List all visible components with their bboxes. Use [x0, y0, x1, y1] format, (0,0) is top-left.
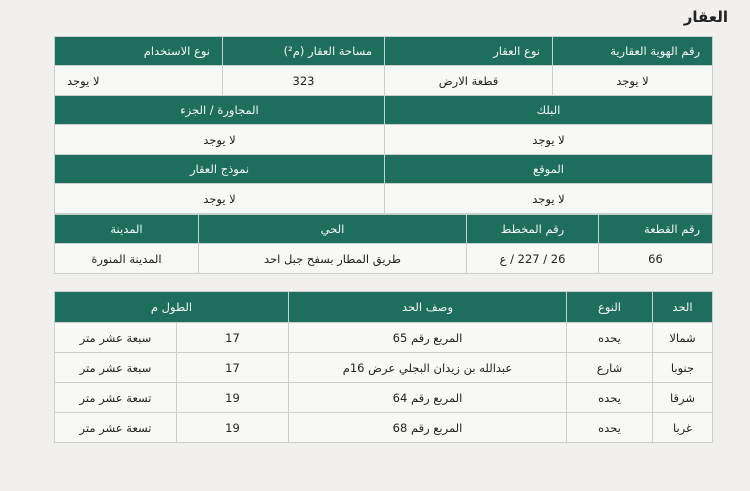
- boundary-length-number: 17: [177, 353, 289, 383]
- block-value: لا يوجد: [385, 125, 713, 155]
- col-header-plan-number: رقم المخطط: [467, 215, 599, 244]
- boundary-side: شرقا: [653, 383, 713, 413]
- boundaries-table: [54, 291, 713, 443]
- boundary-row: [55, 383, 713, 413]
- boundary-length-number: 17: [177, 323, 289, 353]
- property-type-value: قطعة الارض: [385, 66, 553, 96]
- col-header-property-type: نوع العقار: [385, 37, 553, 66]
- col-header-type: النوع: [567, 292, 653, 323]
- city-value: المدينة المنورة: [55, 244, 199, 274]
- property-id-value: لا يوجد: [553, 66, 713, 96]
- boundary-length-number: 19: [177, 383, 289, 413]
- district-value: طريق المطار بسفح جبل احد: [199, 244, 467, 274]
- col-header-neighborhood-part: المجاورة / الجزء: [55, 96, 385, 125]
- boundaries-header-row: [55, 292, 713, 323]
- boundary-row: [55, 323, 713, 353]
- boundary-length-text: سبعة عشر متر: [55, 353, 177, 383]
- plot-header-row: [55, 215, 713, 244]
- boundary-type: شارع: [567, 353, 653, 383]
- col-header-usage-type: نوع الاستخدام: [55, 37, 223, 66]
- boundary-row: [55, 353, 713, 383]
- col-header-location: الموقع: [385, 155, 713, 184]
- property-header-row: [55, 37, 713, 66]
- boundary-description: المربع رقم 65: [289, 323, 567, 353]
- boundary-length-number: 19: [177, 413, 289, 443]
- plot-value-row: [55, 244, 713, 274]
- boundary-description: عبدالله بن زيدان البجلي عرض 16م: [289, 353, 567, 383]
- block-value-row: [55, 125, 713, 155]
- col-header-length: الطول م: [55, 292, 289, 323]
- boundary-type: يحده: [567, 323, 653, 353]
- col-header-district: الحي: [199, 215, 467, 244]
- boundary-side: غربا: [653, 413, 713, 443]
- col-header-property-area: مساحة العقار (م²): [223, 37, 385, 66]
- location-value: لا يوجد: [385, 184, 713, 214]
- plot-number-value: 66: [599, 244, 713, 274]
- boundary-length-text: تسعة عشر متر: [55, 413, 177, 443]
- col-header-city: المدينة: [55, 215, 199, 244]
- location-value-row: [55, 184, 713, 214]
- boundary-type: يحده: [567, 413, 653, 443]
- boundary-length-text: سبعة عشر متر: [55, 323, 177, 353]
- col-header-block: البلك: [385, 96, 713, 125]
- boundary-side: جنوبا: [653, 353, 713, 383]
- property-table: [54, 36, 713, 214]
- block-header-row: [55, 96, 713, 125]
- boundary-row: [55, 413, 713, 443]
- property-model-value: لا يوجد: [55, 184, 385, 214]
- boundary-type: يحده: [567, 383, 653, 413]
- col-header-description: وصف الحد: [289, 292, 567, 323]
- col-header-property-model: نموذج العقار: [55, 155, 385, 184]
- location-header-row: [55, 155, 713, 184]
- col-header-plot-number: رقم القطعة: [599, 215, 713, 244]
- boundary-description: المربع رقم 68: [289, 413, 567, 443]
- col-header-side: الحد: [653, 292, 713, 323]
- neighborhood-part-value: لا يوجد: [55, 125, 385, 155]
- plan-number-value: 26 / 227 / ع: [467, 244, 599, 274]
- col-header-property-id: رقم الهوية العقارية: [553, 37, 713, 66]
- boundary-description: المربع رقم 64: [289, 383, 567, 413]
- section-title: العقار: [683, 8, 728, 26]
- boundary-length-text: تسعة عشر متر: [55, 383, 177, 413]
- usage-type-value: لا يوجد: [55, 66, 223, 96]
- plot-table: [54, 214, 713, 274]
- property-area-value: 323: [223, 66, 385, 96]
- property-value-row: [55, 66, 713, 96]
- boundary-side: شمالا: [653, 323, 713, 353]
